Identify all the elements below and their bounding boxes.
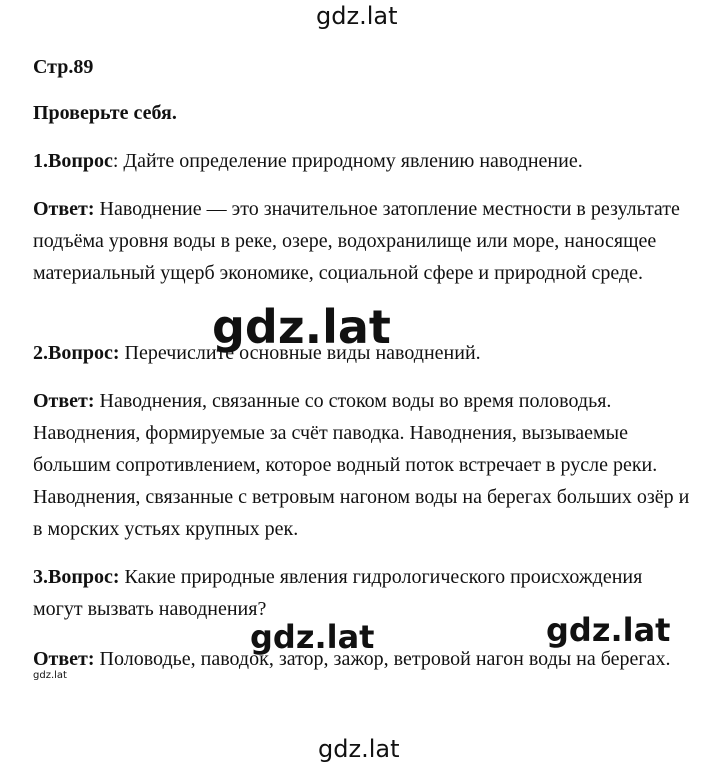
watermark-small: gdz.lat — [33, 670, 67, 681]
watermark-top: gdz.lat — [316, 2, 398, 30]
section-heading: Проверьте себя. — [33, 102, 177, 124]
question-1 — [33, 145, 693, 177]
watermark-mid-left: gdz.lat — [250, 618, 375, 656]
question-label: 3.Вопрос: — [33, 566, 120, 588]
answer-2 — [33, 385, 693, 545]
answer-text: Половодье, паводок, затор, зажор, ветровой нагон воды на берегах. — [94, 648, 671, 670]
question-text: : Дайте определение природному явлению наводнение. — [112, 150, 583, 172]
question-label: 2.Вопрос: — [33, 342, 120, 364]
answer-label: Ответ: — [33, 390, 95, 412]
answer-label: Ответ: — [33, 648, 95, 670]
page-number: Стр.89 — [33, 56, 94, 78]
answer-text: Наводнения, связанные со стоком воды во время половодья. Наводнения, формируемые за счёт паводка. Наводнения, вызываемые большим сопротивлением, которое водный поток встречает в русле реки. Наводнения, связанные с ветровым нагоном воды на берегах больших озёр и в морских устьях крупных рек. — [33, 390, 690, 540]
question-text: Перечислите основные виды наводнений. — [119, 342, 481, 364]
question-text: Какие природные явления гидрологического происхождения могут вызвать наводнения? — [33, 566, 643, 620]
answer-1 — [33, 193, 693, 289]
answer-label: Ответ: — [33, 198, 95, 220]
answer-text: Наводнение — это значительное затопление местности в результате подъёма уровня воды в реке, озере, водохранилище или море, наносящее материальный ущерб экономике, социальной сфере и природной среде. — [33, 198, 680, 284]
watermark-bottom: gdz.lat — [318, 735, 400, 763]
watermark-mid-right: gdz.lat — [546, 611, 671, 649]
question-label: 1.Вопрос — [33, 150, 113, 172]
watermark-center: gdz.lat — [212, 300, 391, 354]
